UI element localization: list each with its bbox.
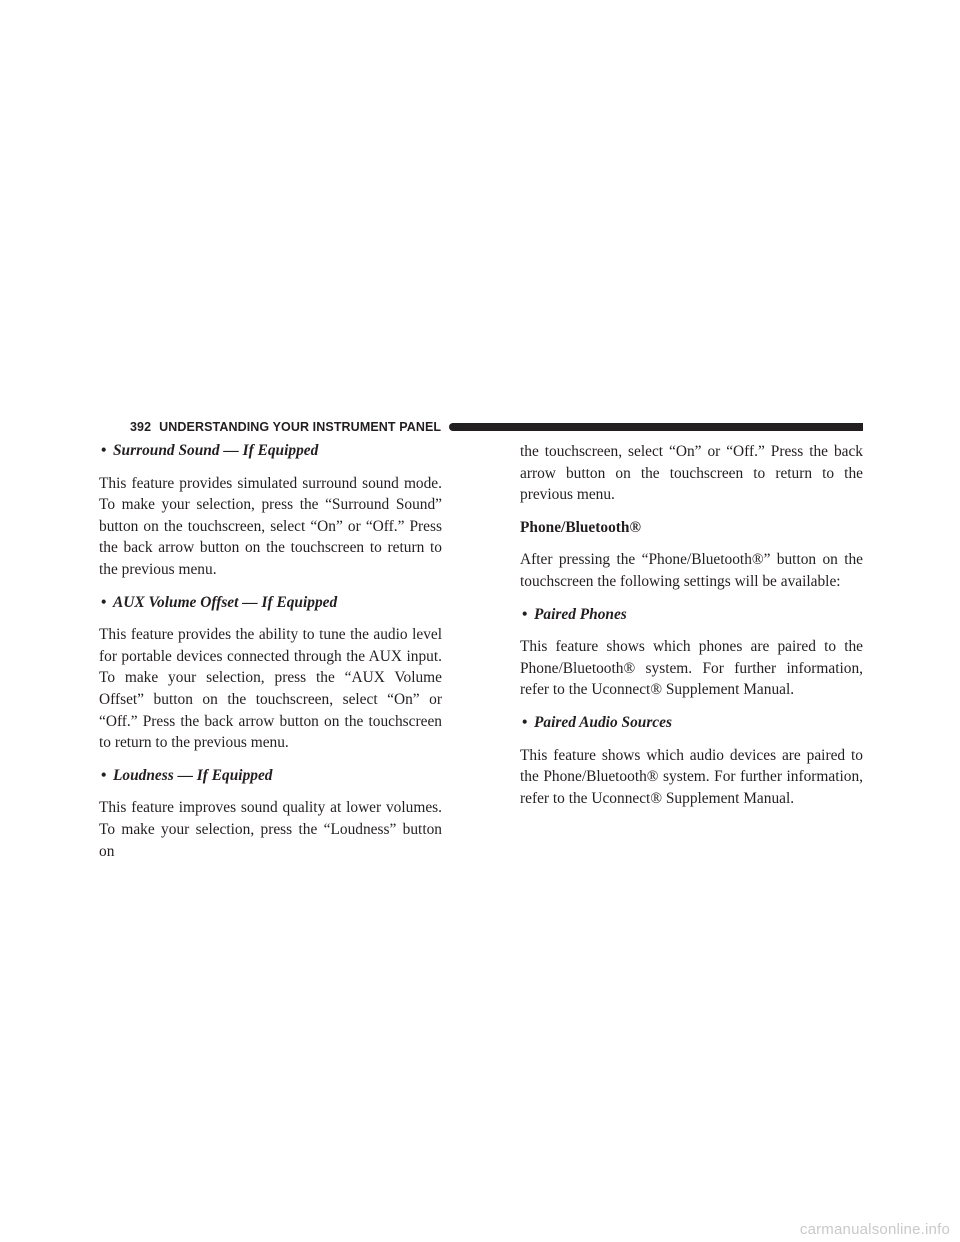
heading-phone-bluetooth: Phone/Bluetooth® <box>520 518 641 536</box>
bullet-label: Surround Sound — If Equipped <box>113 442 319 459</box>
paragraph-phone-bluetooth: After pressing the “Phone/Bluetooth®” button on the touchscreen the following settings will be available: <box>520 551 863 590</box>
bullet-aux-volume-offset <box>99 592 442 614</box>
bullet-paired-audio-sources <box>520 712 863 734</box>
paragraph-loudness: This feature improves sound quality at lower volumes. To make your selection, press the “Loudness” button on <box>99 799 442 860</box>
paragraph-loudness-continued: the touchscreen, select “On” or “Off.” Press the back arrow button on the touchscreen to return to the previous menu. <box>520 443 863 504</box>
bullet-label: Loudness — If Equipped <box>113 766 273 784</box>
page-number: 392 <box>130 420 152 434</box>
bullet-icon: • <box>522 713 528 731</box>
paragraph-paired-audio-sources: This feature shows which audio devices are paired to the Phone/Bluetooth® system. For further information, refer to the Uconnect® Supplement Manual. <box>520 746 863 807</box>
bullet-surround-sound <box>99 440 442 462</box>
bullet-icon: • <box>101 593 107 611</box>
bullet-icon: • <box>101 442 107 459</box>
right-column <box>520 441 863 820</box>
paragraph-aux-volume-offset: This feature provides the ability to tune the audio level for portable devices connected through the AUX input. To make your selection, press the “AUX Volume Offset” button on the touchscreen, select “On” or “Off.” Press the back arrow button on the touchscreen to return to the previous menu. <box>99 626 442 752</box>
watermark-text: carmanualsonline.info <box>799 1221 950 1238</box>
bullet-paired-phones <box>520 604 863 626</box>
bullet-icon: • <box>101 766 107 784</box>
bullet-label: AUX Volume Offset — If Equipped <box>113 593 338 611</box>
paragraph-paired-phones: This feature shows which phones are paired to the Phone/Bluetooth® system. For further information, refer to the Uconnect® Supplement Manual. <box>520 638 863 699</box>
bullet-label: Paired Phones <box>534 605 627 623</box>
paragraph-surround-sound: This feature provides simulated surround sound mode. To make your selection, press the “Surround Sound” button on the touchscreen, select “On” or “Off.” Press the back arrow button on the touchscreen to return to the previous menu. <box>99 474 442 578</box>
bullet-icon: • <box>522 605 528 623</box>
left-column <box>99 440 442 873</box>
header-rule <box>449 423 863 431</box>
section-title: UNDERSTANDING YOUR INSTRUMENT PANEL <box>159 420 442 434</box>
bullet-loudness <box>99 765 442 787</box>
page-header <box>130 419 863 435</box>
bullet-label: Paired Audio Sources <box>534 713 672 731</box>
